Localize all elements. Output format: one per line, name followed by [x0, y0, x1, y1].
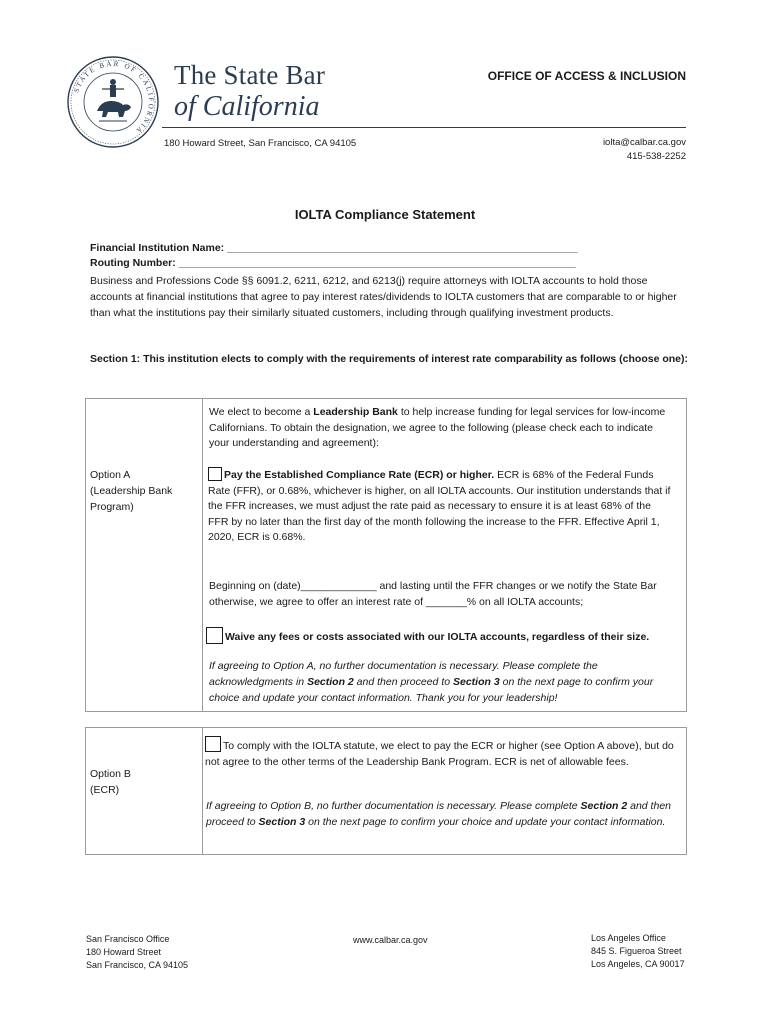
option-b-note: If agreeing to Option B, no further documentation is necessary. Please complete Section 2 and then proceed to Section 3 on the next page to confirm your choice and update your contact information.: [206, 800, 671, 828]
option-a-title: Option A: [90, 469, 131, 481]
option-b-title: Option B: [90, 768, 131, 780]
header-contact: [603, 136, 686, 164]
option-a-ecr-item: Pay the Established Compliance Rate (ECR) or higher. ECR is 68% of the Federal Funds Rate (FFR), or 0.68%, whichever is higher, on all IOLTA accounts. Our institution understands that if the FFR increases, we must adjust the rate paid as necessary to ensure it is at least 68% of the FFR by no later than the first day of the month following the increase to the FFR. Effective April 1, 2020, ECR is 0.68%.: [208, 469, 671, 543]
document-title: IOLTA Compliance Statement: [294, 207, 476, 222]
option-b-checkbox[interactable]: [205, 736, 221, 752]
brand-name-line2: of California: [174, 91, 320, 122]
footer-la-title: Los Angeles Office: [591, 933, 666, 943]
option-a-note: If agreeing to Option A, no further documentation is necessary. Please complete the acknowledgments in Section 2 and then proceed to Section 3 on the next page to confirm your choice and update your contact information. Thank you for your leadership!: [209, 660, 654, 704]
footer-la-city: Los Angeles, CA 90017: [591, 959, 685, 969]
institution-name-field[interactable]: Financial Institution Name: ____________________________________________________________: [90, 242, 578, 254]
ecr-checkbox[interactable]: [208, 467, 222, 481]
option-a-subtitle-1: (Leadership Bank: [90, 485, 173, 497]
option-b-divider: [202, 727, 203, 854]
office-name: OFFICE OF ACCESS & INCLUSION: [487, 69, 686, 83]
state-bar-seal-logo: [66, 55, 160, 149]
option-b-subtitle: (ECR): [90, 784, 120, 796]
option-b-text: To comply with the IOLTA statute, we elect to pay the ECR or higher (see Option A above), but do not agree to the other terms of the Leadership Bank Program. ECR is net of allowable fees.: [205, 736, 675, 770]
footer-sf-title: San Francisco Office: [86, 934, 170, 944]
footer-sf-city: San Francisco, CA 94105: [86, 960, 189, 970]
option-a-intro: We elect to become a Leadership Bank to help increase funding for legal services for low-income Californians. To obtain the designation, we agree to the following (please check each to indicate your understanding and agreement):: [209, 406, 666, 449]
footer-la-street: 845 S. Figueroa Street: [591, 946, 682, 956]
option-a-waive-item: Waive any fees or costs associated with our IOLTA accounts, regardless of their size.: [206, 627, 676, 646]
footer-website[interactable]: www.calbar.ca.gov: [353, 935, 428, 945]
waive-fees-checkbox[interactable]: [206, 627, 223, 644]
option-a-label: [90, 467, 172, 515]
brand-name-line1: The State Bar: [174, 60, 326, 90]
option-b-label: [90, 766, 131, 798]
header-rule: [162, 127, 686, 128]
footer-la-office: [591, 932, 685, 971]
svg-text:STATE BAR OF CALIFORNIA: STATE BAR OF CALIFORNIA: [72, 59, 156, 136]
intro-paragraph: Business and Professions Code §§ 6091.2, 6211, 6212, and 6213(j) require attorneys with IOLTA accounts to hold those accounts at financial institutions that agree to pay interest rates/dividends to IOLTA customers that are comparable to or higher than what the institutions pay their similarly situated customers, including through qualifying investment products.: [90, 275, 677, 319]
option-a-subtitle-2: Program): [90, 501, 134, 513]
footer-sf-street: 180 Howard Street: [86, 947, 162, 957]
header-address: 180 Howard Street, San Francisco, CA 94105: [164, 138, 357, 149]
section1-heading: Section 1: This institution elects to comply with the requirements of interest rate comparability as follows (choose one):: [90, 353, 689, 365]
footer-sf-office: [86, 933, 188, 972]
option-a-divider: [202, 398, 203, 711]
option-a-beginning-text: Beginning on (date)_____________ and lasting until the FFR changes or we notify the State Bar otherwise, we agree to offer an interest rate of _______% on all IOLTA accounts;: [209, 580, 657, 608]
contact-email[interactable]: iolta@calbar.ca.gov: [602, 137, 686, 148]
routing-number-field[interactable]: Routing Number: ____________________________________________________________________: [90, 257, 576, 269]
contact-phone: 415-538-2252: [626, 151, 686, 162]
